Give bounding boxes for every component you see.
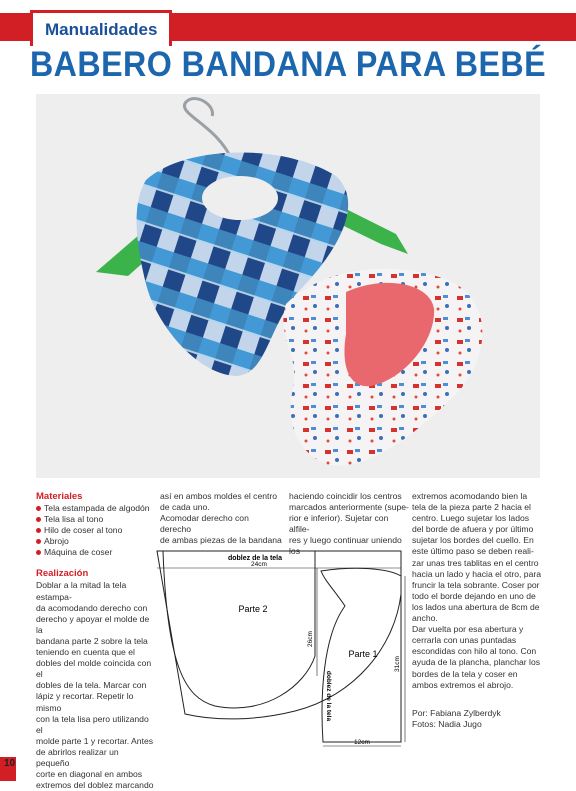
bullet-icon <box>36 517 41 522</box>
materials-item: Tela lisa al tono <box>36 514 154 525</box>
text-line: zar unas tres tablitas en el centro <box>412 557 539 568</box>
part-2-label: Parte 2 <box>238 604 268 614</box>
realization-heading: Realización <box>36 568 89 580</box>
text-line: derecho y apoyar el molde de la <box>36 613 150 635</box>
text-line: extremos acomodando bien la <box>412 491 528 501</box>
materials-item: Hilo de coser al tono <box>36 525 154 536</box>
page-title: BABERO BANDANA PARA BEBÉ <box>29 45 547 84</box>
text-line: bordes de la tela y coser en <box>412 668 518 679</box>
bib-photo <box>36 94 540 478</box>
text-line: Dar vuelta por esa abertura y <box>412 624 524 635</box>
text-line: bandana parte 2 sobre la tela <box>36 635 148 646</box>
text-line: así en ambos moldes el centro <box>160 491 278 501</box>
section-tab <box>30 10 172 46</box>
text-line: sujetar los bordes del cuello. En <box>412 535 534 546</box>
text-line: los lados una abertura de 8cm de <box>412 601 540 612</box>
materials-heading: Materiales <box>36 491 83 502</box>
text-line: lápiz y recortar. Repetir lo mismo <box>36 691 134 713</box>
column-4 <box>412 491 542 730</box>
part-1-label: Parte 1 <box>348 649 378 659</box>
text-line: corte en diagonal en ambos <box>36 769 143 780</box>
text-line: hacia un lado y hacia el otro, para <box>412 568 541 579</box>
text-line: ayuda de la plancha, planchar los <box>412 657 541 668</box>
text-line: Doblar a la mitad la tela estampa- <box>36 580 127 602</box>
text-line: ambos extremos el abrojo. <box>412 679 514 690</box>
text-line: de ambas piezas de la bandana <box>160 535 282 546</box>
dim-label-31: 31cm <box>394 656 401 672</box>
text-line: fruncir la tela sobrante. Coser por <box>412 579 540 590</box>
text-line: extremos del doblez marcando <box>36 780 154 791</box>
section-label: Manualidades <box>45 19 158 39</box>
text-line: teniendo en cuenta que el <box>36 647 135 658</box>
bullet-icon <box>36 550 41 555</box>
text-line: cerrarla con unas puntadas <box>412 635 517 646</box>
text-line: centro. Luego sujetar los lados <box>412 513 530 524</box>
text-line: ancho. <box>412 613 438 624</box>
bullet-icon <box>36 528 41 533</box>
text-line: todo el borde dejando en uno de <box>412 590 536 601</box>
author-credit: Por: Fabiana Zylberdyk <box>412 707 501 718</box>
text-line: tela de la pieza parte 2 hacia el <box>412 502 531 513</box>
dim-label-12: 12cm <box>354 739 370 746</box>
column-1 <box>36 491 154 791</box>
text-line: Acomodar derecho con derecho <box>160 513 249 535</box>
column-2 <box>160 491 282 546</box>
text-line: marcados anteriormente (supe- <box>289 502 409 513</box>
text-line: escondidas con hilo al tono. Con <box>412 646 537 657</box>
dim-label-24: 24cm <box>251 561 267 568</box>
sewing-pattern <box>155 546 410 751</box>
dim-label-26: 26cm <box>307 631 314 647</box>
text-line: del borde de afuera y por último <box>412 524 534 535</box>
text-line: dobles de la tela. Marcar con <box>36 680 147 691</box>
materials-item: Máquina de coser <box>36 547 154 558</box>
bullet-icon <box>36 506 41 511</box>
text-line: molde parte 1 y recortar. Antes <box>36 735 154 746</box>
text-line: rior e inferior). Sujetar con alfile- <box>289 513 389 535</box>
text-line: este último paso se deben reali- <box>412 546 534 557</box>
page-number: 10 <box>4 758 16 769</box>
text-line: de abrirlos realizar un pequeño <box>36 746 119 768</box>
text-line: de cada uno. <box>160 502 210 513</box>
text-line: con la tela lisa pero utilizando el <box>36 713 149 735</box>
bullet-icon <box>36 539 41 544</box>
fold-label-top: doblez de la tela <box>227 555 283 562</box>
materials-item: Tela estampada de algodón <box>36 503 154 514</box>
text-line: da acomodando derecho con <box>36 602 148 613</box>
part-2-outline <box>163 551 315 708</box>
fold-label-side: doblez de la tela <box>325 670 332 722</box>
text-line: dobles del molde coincida con el <box>36 658 152 680</box>
photo-credit: Fotos: Nadia Jugo <box>412 718 482 729</box>
text-line: haciendo coincidir los centros <box>289 491 402 501</box>
materials-item: Abrojo <box>36 536 154 547</box>
text-line: res y luego continuar uniendo los <box>289 535 402 557</box>
bib-illustration <box>36 94 540 478</box>
